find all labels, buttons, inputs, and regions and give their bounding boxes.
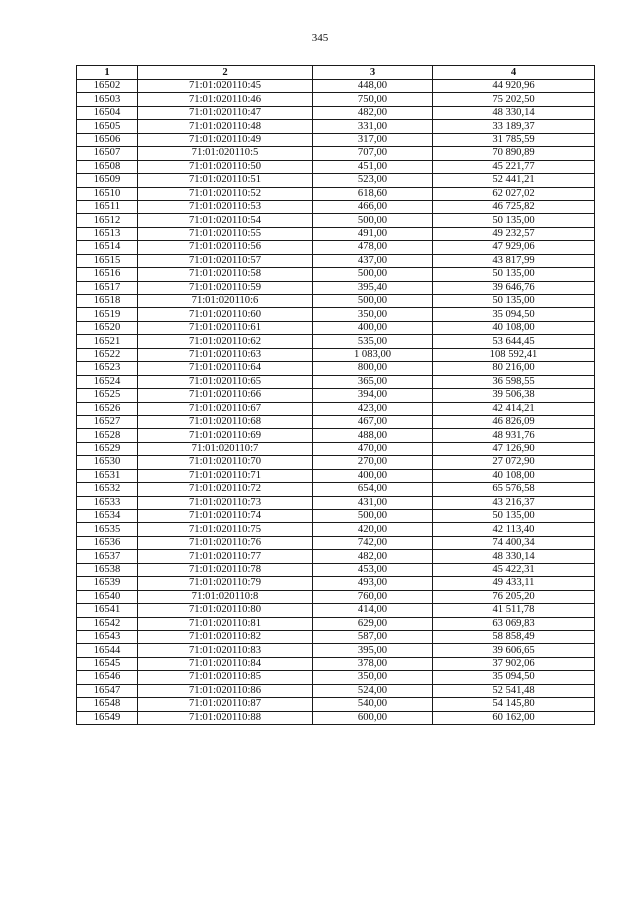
table-row	[77, 711, 595, 724]
table-row	[77, 671, 595, 684]
area-cell: 437,00	[313, 254, 433, 267]
table-row	[77, 335, 595, 348]
row-number-cell: 16535	[77, 523, 138, 536]
cadastral-number-cell: 71:01:020110:45	[138, 80, 313, 93]
cadastral-number-cell: 71:01:020110:78	[138, 563, 313, 576]
area-cell: 618,60	[313, 187, 433, 200]
row-number-cell: 16517	[77, 281, 138, 294]
cadastral-number-cell: 71:01:020110:85	[138, 671, 313, 684]
value-cell: 44 920,96	[433, 80, 595, 93]
row-number-cell: 16527	[77, 415, 138, 428]
row-number-cell: 16518	[77, 295, 138, 308]
value-cell: 39 606,65	[433, 644, 595, 657]
value-cell: 39 506,38	[433, 389, 595, 402]
table-row	[77, 510, 595, 523]
area-cell: 466,00	[313, 200, 433, 213]
row-number-cell: 16537	[77, 550, 138, 563]
area-cell: 535,00	[313, 335, 433, 348]
cadastral-number-cell: 71:01:020110:54	[138, 214, 313, 227]
cadastral-number-cell: 71:01:020110:58	[138, 268, 313, 281]
row-number-cell: 16531	[77, 469, 138, 482]
data-table	[76, 65, 595, 725]
cadastral-number-cell: 71:01:020110:83	[138, 644, 313, 657]
cadastral-number-cell: 71:01:020110:70	[138, 456, 313, 469]
row-number-cell: 16509	[77, 174, 138, 187]
row-number-cell: 16520	[77, 321, 138, 334]
value-cell: 65 576,58	[433, 483, 595, 496]
area-cell: 331,00	[313, 120, 433, 133]
value-cell: 80 216,00	[433, 362, 595, 375]
value-cell: 47 126,90	[433, 442, 595, 455]
area-cell: 423,00	[313, 402, 433, 415]
page-number: 345	[311, 32, 329, 44]
value-cell: 53 644,45	[433, 335, 595, 348]
area-cell: 800,00	[313, 362, 433, 375]
table-row	[77, 563, 595, 576]
area-cell: 350,00	[313, 671, 433, 684]
value-cell: 27 072,90	[433, 456, 595, 469]
value-cell: 70 890,89	[433, 147, 595, 160]
row-number-cell: 16536	[77, 536, 138, 549]
area-cell: 500,00	[313, 214, 433, 227]
cadastral-number-cell: 71:01:020110:65	[138, 375, 313, 388]
area-cell: 470,00	[313, 442, 433, 455]
area-cell: 317,00	[313, 133, 433, 146]
area-cell: 394,00	[313, 389, 433, 402]
area-cell: 500,00	[313, 510, 433, 523]
column-header-4: 4	[433, 66, 595, 80]
value-cell: 42 414,21	[433, 402, 595, 415]
table-row	[77, 483, 595, 496]
area-cell: 414,00	[313, 604, 433, 617]
row-number-cell: 16549	[77, 711, 138, 724]
value-cell: 50 135,00	[433, 295, 595, 308]
row-number-cell: 16504	[77, 106, 138, 119]
cadastral-number-cell: 71:01:020110:48	[138, 120, 313, 133]
table-row	[77, 160, 595, 173]
row-number-cell: 16503	[77, 93, 138, 106]
table-row	[77, 456, 595, 469]
table-row	[77, 147, 595, 160]
cadastral-number-cell: 71:01:020110:82	[138, 630, 313, 643]
value-cell: 46 826,09	[433, 415, 595, 428]
table-row	[77, 133, 595, 146]
area-cell: 750,00	[313, 93, 433, 106]
value-cell: 62 027,02	[433, 187, 595, 200]
cadastral-number-cell: 71:01:020110:75	[138, 523, 313, 536]
row-number-cell: 16544	[77, 644, 138, 657]
cadastral-number-cell: 71:01:020110:67	[138, 402, 313, 415]
table-row	[77, 200, 595, 213]
table-row	[77, 496, 595, 509]
row-number-cell: 16510	[77, 187, 138, 200]
table-row	[77, 630, 595, 643]
area-cell: 451,00	[313, 160, 433, 173]
table-row	[77, 577, 595, 590]
cadastral-number-cell: 71:01:020110:46	[138, 93, 313, 106]
table-row	[77, 536, 595, 549]
table-row	[77, 698, 595, 711]
value-cell: 36 598,55	[433, 375, 595, 388]
table-row	[77, 550, 595, 563]
row-number-cell: 16526	[77, 402, 138, 415]
table-row	[77, 657, 595, 670]
cadastral-number-cell: 71:01:020110:73	[138, 496, 313, 509]
value-cell: 74 400,34	[433, 536, 595, 549]
cadastral-number-cell: 71:01:020110:63	[138, 348, 313, 361]
value-cell: 35 094,50	[433, 671, 595, 684]
row-number-cell: 16547	[77, 684, 138, 697]
row-number-cell: 16548	[77, 698, 138, 711]
cadastral-number-cell: 71:01:020110:71	[138, 469, 313, 482]
cadastral-number-cell: 71:01:020110:66	[138, 389, 313, 402]
table-row	[77, 348, 595, 361]
table-row	[77, 402, 595, 415]
area-cell: 453,00	[313, 563, 433, 576]
row-number-cell: 16506	[77, 133, 138, 146]
row-number-cell: 16528	[77, 429, 138, 442]
row-number-cell: 16543	[77, 630, 138, 643]
value-cell: 52 441,21	[433, 174, 595, 187]
cadastral-number-cell: 71:01:020110:62	[138, 335, 313, 348]
cadastral-number-cell: 71:01:020110:88	[138, 711, 313, 724]
value-cell: 50 135,00	[433, 268, 595, 281]
value-cell: 50 135,00	[433, 510, 595, 523]
value-cell: 35 094,50	[433, 308, 595, 321]
table-row	[77, 469, 595, 482]
table-row	[77, 523, 595, 536]
value-cell: 49 433,11	[433, 577, 595, 590]
table-row	[77, 295, 595, 308]
table-row	[77, 362, 595, 375]
row-number-cell: 16530	[77, 456, 138, 469]
cadastral-number-cell: 71:01:020110:86	[138, 684, 313, 697]
value-cell: 76 205,20	[433, 590, 595, 603]
table-row	[77, 389, 595, 402]
table-row	[77, 375, 595, 388]
table-row	[77, 174, 595, 187]
row-number-cell: 16538	[77, 563, 138, 576]
table-row	[77, 214, 595, 227]
cadastral-number-cell: 71:01:020110:74	[138, 510, 313, 523]
row-number-cell: 16524	[77, 375, 138, 388]
cadastral-number-cell: 71:01:020110:47	[138, 106, 313, 119]
row-number-cell: 16502	[77, 80, 138, 93]
column-header-1: 1	[77, 66, 138, 80]
row-number-cell: 16505	[77, 120, 138, 133]
table-row	[77, 120, 595, 133]
value-cell: 45 221,77	[433, 160, 595, 173]
area-cell: 482,00	[313, 106, 433, 119]
value-cell: 43 216,37	[433, 496, 595, 509]
area-cell: 540,00	[313, 698, 433, 711]
value-cell: 75 202,50	[433, 93, 595, 106]
row-number-cell: 16533	[77, 496, 138, 509]
row-number-cell: 16540	[77, 590, 138, 603]
value-cell: 40 108,00	[433, 469, 595, 482]
row-number-cell: 16523	[77, 362, 138, 375]
row-number-cell: 16514	[77, 241, 138, 254]
table-row	[77, 268, 595, 281]
cadastral-number-cell: 71:01:020110:79	[138, 577, 313, 590]
row-number-cell: 16511	[77, 200, 138, 213]
value-cell: 54 145,80	[433, 698, 595, 711]
table-row	[77, 106, 595, 119]
table-row	[77, 644, 595, 657]
value-cell: 60 162,00	[433, 711, 595, 724]
row-number-cell: 16546	[77, 671, 138, 684]
area-cell: 448,00	[313, 80, 433, 93]
table-row	[77, 321, 595, 334]
value-cell: 41 511,78	[433, 604, 595, 617]
table-row	[77, 93, 595, 106]
area-cell: 760,00	[313, 590, 433, 603]
row-number-cell: 16525	[77, 389, 138, 402]
cadastral-number-cell: 71:01:020110:49	[138, 133, 313, 146]
area-cell: 395,00	[313, 644, 433, 657]
row-number-cell: 16539	[77, 577, 138, 590]
value-cell: 40 108,00	[433, 321, 595, 334]
cadastral-number-cell: 71:01:020110:6	[138, 295, 313, 308]
header-row	[77, 66, 595, 80]
row-number-cell: 16522	[77, 348, 138, 361]
area-cell: 707,00	[313, 147, 433, 160]
table-header	[77, 66, 595, 80]
cadastral-number-cell: 71:01:020110:81	[138, 617, 313, 630]
area-cell: 400,00	[313, 321, 433, 334]
cadastral-number-cell: 71:01:020110:72	[138, 483, 313, 496]
area-cell: 742,00	[313, 536, 433, 549]
row-number-cell: 16519	[77, 308, 138, 321]
column-header-2: 2	[138, 66, 313, 80]
row-number-cell: 16542	[77, 617, 138, 630]
cadastral-number-cell: 71:01:020110:60	[138, 308, 313, 321]
table-row	[77, 684, 595, 697]
value-cell: 48 330,14	[433, 106, 595, 119]
cadastral-number-cell: 71:01:020110:55	[138, 227, 313, 240]
table-row	[77, 415, 595, 428]
value-cell: 45 422,31	[433, 563, 595, 576]
value-cell: 49 232,57	[433, 227, 595, 240]
area-cell: 493,00	[313, 577, 433, 590]
value-cell: 108 592,41	[433, 348, 595, 361]
area-cell: 491,00	[313, 227, 433, 240]
cadastral-number-cell: 71:01:020110:52	[138, 187, 313, 200]
value-cell: 48 330,14	[433, 550, 595, 563]
area-cell: 350,00	[313, 308, 433, 321]
value-cell: 48 931,76	[433, 429, 595, 442]
cadastral-number-cell: 71:01:020110:76	[138, 536, 313, 549]
table-row	[77, 227, 595, 240]
value-cell: 43 817,99	[433, 254, 595, 267]
row-number-cell: 16508	[77, 160, 138, 173]
cadastral-number-cell: 71:01:020110:61	[138, 321, 313, 334]
cadastral-number-cell: 71:01:020110:87	[138, 698, 313, 711]
value-cell: 39 646,76	[433, 281, 595, 294]
table-row	[77, 308, 595, 321]
area-cell: 524,00	[313, 684, 433, 697]
cadastral-number-cell: 71:01:020110:57	[138, 254, 313, 267]
area-cell: 500,00	[313, 268, 433, 281]
value-cell: 47 929,06	[433, 241, 595, 254]
area-cell: 400,00	[313, 469, 433, 482]
table-row	[77, 442, 595, 455]
row-number-cell: 16507	[77, 147, 138, 160]
area-cell: 365,00	[313, 375, 433, 388]
cadastral-number-cell: 71:01:020110:77	[138, 550, 313, 563]
value-cell: 63 069,83	[433, 617, 595, 630]
area-cell: 488,00	[313, 429, 433, 442]
row-number-cell: 16529	[77, 442, 138, 455]
row-number-cell: 16541	[77, 604, 138, 617]
row-number-cell: 16534	[77, 510, 138, 523]
area-cell: 587,00	[313, 630, 433, 643]
value-cell: 52 541,48	[433, 684, 595, 697]
row-number-cell: 16515	[77, 254, 138, 267]
row-number-cell: 16516	[77, 268, 138, 281]
table-row	[77, 241, 595, 254]
cadastral-number-cell: 71:01:020110:59	[138, 281, 313, 294]
cadastral-number-cell: 71:01:020110:80	[138, 604, 313, 617]
area-cell: 482,00	[313, 550, 433, 563]
value-cell: 31 785,59	[433, 133, 595, 146]
area-cell: 270,00	[313, 456, 433, 469]
area-cell: 467,00	[313, 415, 433, 428]
row-number-cell: 16532	[77, 483, 138, 496]
cadastral-number-cell: 71:01:020110:7	[138, 442, 313, 455]
value-cell: 46 725,82	[433, 200, 595, 213]
area-cell: 629,00	[313, 617, 433, 630]
area-cell: 600,00	[313, 711, 433, 724]
area-cell: 420,00	[313, 523, 433, 536]
cadastral-number-cell: 71:01:020110:56	[138, 241, 313, 254]
area-cell: 523,00	[313, 174, 433, 187]
table-row	[77, 617, 595, 630]
table-row	[77, 254, 595, 267]
table-row	[77, 590, 595, 603]
row-number-cell: 16512	[77, 214, 138, 227]
value-cell: 33 189,37	[433, 120, 595, 133]
value-cell: 42 113,40	[433, 523, 595, 536]
table-row	[77, 281, 595, 294]
cadastral-number-cell: 71:01:020110:69	[138, 429, 313, 442]
area-cell: 1 083,00	[313, 348, 433, 361]
area-cell: 654,00	[313, 483, 433, 496]
area-cell: 500,00	[313, 295, 433, 308]
column-header-3: 3	[313, 66, 433, 80]
area-cell: 478,00	[313, 241, 433, 254]
cadastral-number-cell: 71:01:020110:8	[138, 590, 313, 603]
table-row	[77, 429, 595, 442]
cadastral-number-cell: 71:01:020110:53	[138, 200, 313, 213]
cadastral-number-cell: 71:01:020110:50	[138, 160, 313, 173]
value-cell: 58 858,49	[433, 630, 595, 643]
area-cell: 395,40	[313, 281, 433, 294]
row-number-cell: 16521	[77, 335, 138, 348]
cadastral-number-cell: 71:01:020110:64	[138, 362, 313, 375]
area-cell: 378,00	[313, 657, 433, 670]
row-number-cell: 16545	[77, 657, 138, 670]
value-cell: 50 135,00	[433, 214, 595, 227]
cadastral-number-cell: 71:01:020110:51	[138, 174, 313, 187]
area-cell: 431,00	[313, 496, 433, 509]
row-number-cell: 16513	[77, 227, 138, 240]
table-row	[77, 187, 595, 200]
table-row	[77, 80, 595, 93]
cadastral-number-cell: 71:01:020110:5	[138, 147, 313, 160]
cadastral-number-cell: 71:01:020110:68	[138, 415, 313, 428]
table-body	[77, 80, 595, 725]
value-cell: 37 902,06	[433, 657, 595, 670]
cadastral-number-cell: 71:01:020110:84	[138, 657, 313, 670]
table-row	[77, 604, 595, 617]
